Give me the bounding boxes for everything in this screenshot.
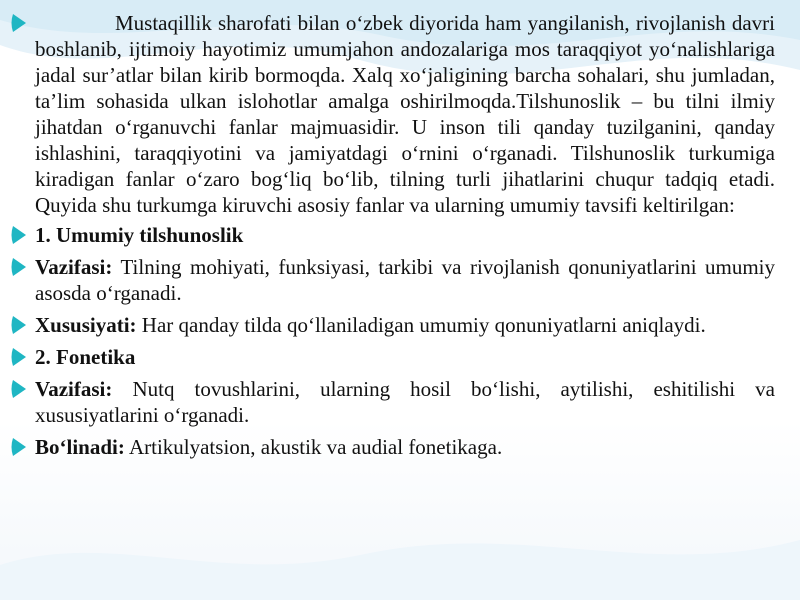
list-item [10, 254, 775, 306]
intro-text: Mustaqillik sharofati bilan o‘zbek diyorida ham yangilanish, rivojlanish davri boshlanib, ijtimoiy hayotimiz umumjahon andozalariga mos taraqqiyot yo‘nalishlariga jadal sur’atlar bilan kirib bormoqda. Xalq xo‘jaligining barcha sohalari, shu jumladan, ta’lim sohasida ulkan islohotlar amalga oshirilmoqda.Tilshunoslik – bu tilni ilmiy jihatdan o‘rganuvchi fanlar majmuasidir. U inson tili qanday tuzilganini, qanday ishlashini, taraqqiyotini va jamiyatdagi o‘rnini o‘rganadi. Tilshunoslik turkumiga kiradigan fanlar o‘zaro bog‘liq bo‘lib, tilning turli jihatlarini chuqur tadqiq etadi. Quyida shu turkumga kiruvchi asosiy fanlar va ularning umumiy tavsifi keltirilgan: [35, 11, 775, 217]
bullet-icon [10, 14, 26, 32]
item-label: Vazifasi: [35, 377, 113, 401]
list-item [10, 312, 775, 338]
bullet-icon [10, 258, 26, 276]
item-text: Artikulyatsion, akustik va audial fonetikaga. [124, 435, 503, 459]
item-label: Xususiyati: [35, 313, 137, 337]
decorative-wave-bottom [0, 510, 800, 600]
bullet-icon [10, 316, 26, 334]
slide-content [10, 10, 775, 466]
bullet-icon [10, 438, 26, 456]
list-item [10, 434, 775, 460]
list-item [10, 344, 775, 370]
item-label: Vazifasi: [35, 255, 113, 279]
item-text: Nutq tovushlarini, ularning hosil bo‘lishi, aytilishi, eshitilishi va xususiyatlarini o‘rganadi. [35, 377, 775, 427]
bullet-icon [10, 380, 26, 398]
item-text: Tilning mohiyati, funksiyasi, tarkibi va rivojlanish qonuniyatlarini umumiy asosda o‘rganadi. [35, 255, 775, 305]
intro-paragraph [10, 10, 775, 218]
bullet-icon [10, 226, 26, 244]
list-item [10, 376, 775, 428]
section-heading: 1. Umumiy tilshunoslik [35, 223, 244, 247]
section-heading: 2. Fonetika [35, 345, 136, 369]
item-text: Har qanday tilda qo‘llaniladigan umumiy qonuniyatlarni aniqlaydi. [136, 313, 706, 337]
bullet-icon [10, 348, 26, 366]
item-label: Bo‘linadi: [35, 435, 125, 459]
list-item [10, 222, 775, 248]
